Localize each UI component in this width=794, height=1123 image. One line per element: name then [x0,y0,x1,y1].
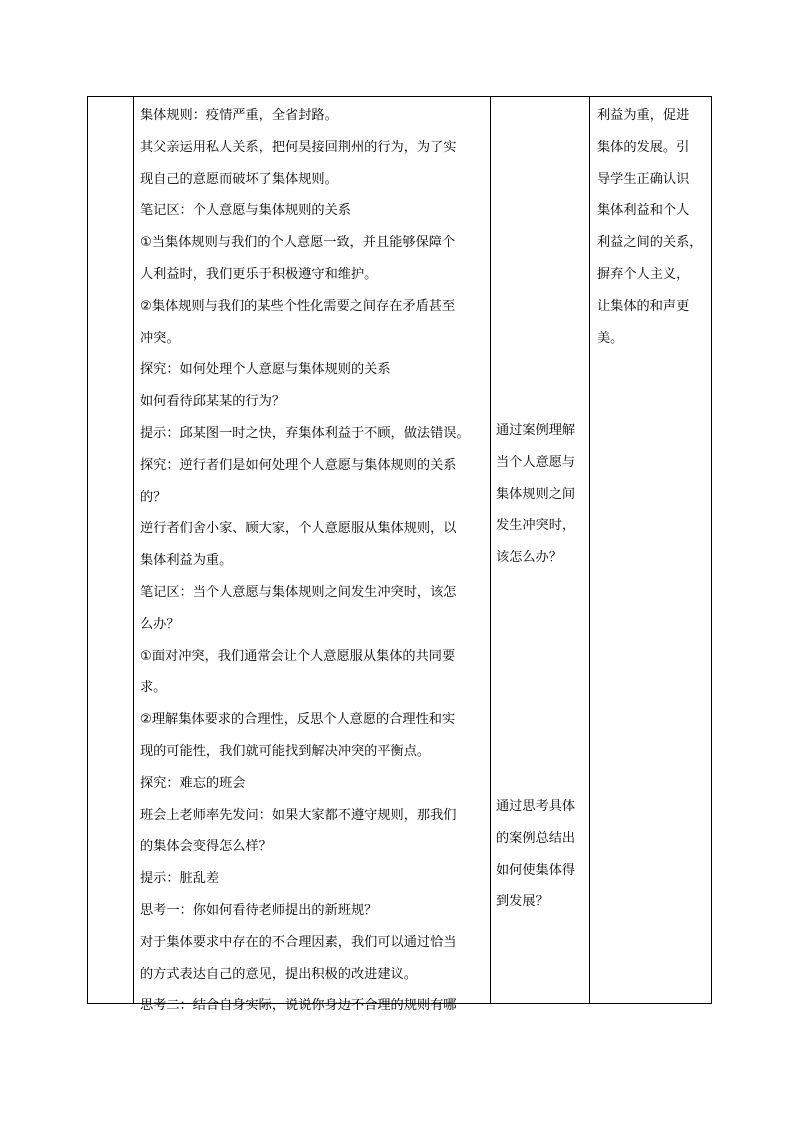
content-line: ②理解集体要求的合理性，反思个人意愿的合理性和实 [140,712,456,728]
content-line: 思考二：结合自身实际，说说你身边不合理的规则有哪 [140,998,457,1014]
content-line: 思考一：你如何看待老师提出的新班规？ [140,902,378,918]
content-line: 提示：邱某图一时之快，弃集体利益于不顾，做法错误。 [140,425,470,441]
content-line: 现自己的意愿而破坏了集体规则。 [140,171,338,187]
design-intent-block-2 [496,791,588,918]
lesson-plan-table [87,96,712,1014]
design-intent-block-1 [496,415,588,574]
content-line: 冲突。 [140,330,180,346]
content-line: 班会上老师率先发问：如果大家都不遵守规则，那我们 [140,807,457,823]
design-intent-line: 该怎么办？ [496,550,562,566]
design-intent-line: 如何使集体得 [496,862,576,878]
content-line: 人利益时，我们更乐于积极遵守和维护。 [140,266,378,282]
content-line: 如何看待邱某某的行为？ [140,394,286,410]
teaching-content-cell [134,97,491,1014]
teaching-content-text [140,100,486,1022]
goal-line: 利益之间的关系， [597,235,703,251]
content-line: 集体规则：疫情严重，全省封路。 [140,108,338,123]
content-line: ②集体规则与我们的某些个性化需要之间存在矛盾甚至 [140,298,456,314]
goal-line: 利益为重，促进 [597,108,690,123]
goal-text [597,100,709,354]
design-intent-line: 通过思考具体 [496,799,576,814]
goal-cell [590,97,712,1004]
design-intent-line: 的案例总结出 [496,830,576,846]
content-line: 的方式表达自己的意见，提出积极的改进建议。 [140,966,417,982]
content-line: 笔记区：个人意愿与集体规则的关系 [140,203,351,219]
content-line: 其父亲运用私人关系，把何昊接回荆州的行为，为了实 [140,139,457,155]
content-line: 的？ [140,489,167,505]
design-intent-line: 通过案例理解 [496,423,576,438]
table-row [88,97,712,1004]
goal-line: 摒弃个人主义， [597,266,690,282]
goal-line: 集体利益和个人 [597,203,690,219]
content-line: 么办？ [140,616,180,632]
goal-line: 集体的发展。引 [597,139,690,155]
design-intent-cell [491,97,590,1004]
goal-line: 导学生正确认识 [597,171,690,187]
content-line: 的集体会变得怎么样？ [140,839,272,855]
design-intent-line: 集体规则之间 [496,486,576,502]
content-line: 探究：逆行者们是如何处理个人意愿与集体规则的关系 [140,457,457,473]
content-line: 探究：难忘的班会 [140,775,246,791]
content-line: 笔记区：当个人意愿与集体规则之间发生冲突时，该怎 [140,584,457,600]
content-line: ①当集体规则与我们的个人意愿一致，并且能够保障个 [140,235,456,251]
goal-line: 让集体的和声更 [597,298,690,314]
content-line: 提示：脏乱差 [140,871,220,887]
design-intent-line: 发生冲突时， [496,518,576,534]
content-line: 对于集体要求中存在的不合理因素，我们可以通过恰当 [140,934,457,950]
content-line: 探究：如何处理个人意愿与集体规则的关系 [140,362,391,378]
content-line: 现的可能性，我们就可能找到解决冲突的平衡点。 [140,743,431,759]
content-line: 集体利益为重。 [140,553,233,569]
goal-line: 美。 [597,330,624,346]
content-line: 求。 [140,680,167,696]
content-line: 逆行者们舍小家、顾大家，个人意愿服从集体规则，以 [140,521,457,537]
design-intent-line: 到发展？ [496,894,549,910]
content-line: ①面对冲突，我们通常会让个人意愿服从集体的共同要 [140,648,456,664]
blank-column-cell [88,97,134,1004]
design-intent-line: 当个人意愿与 [496,454,576,470]
